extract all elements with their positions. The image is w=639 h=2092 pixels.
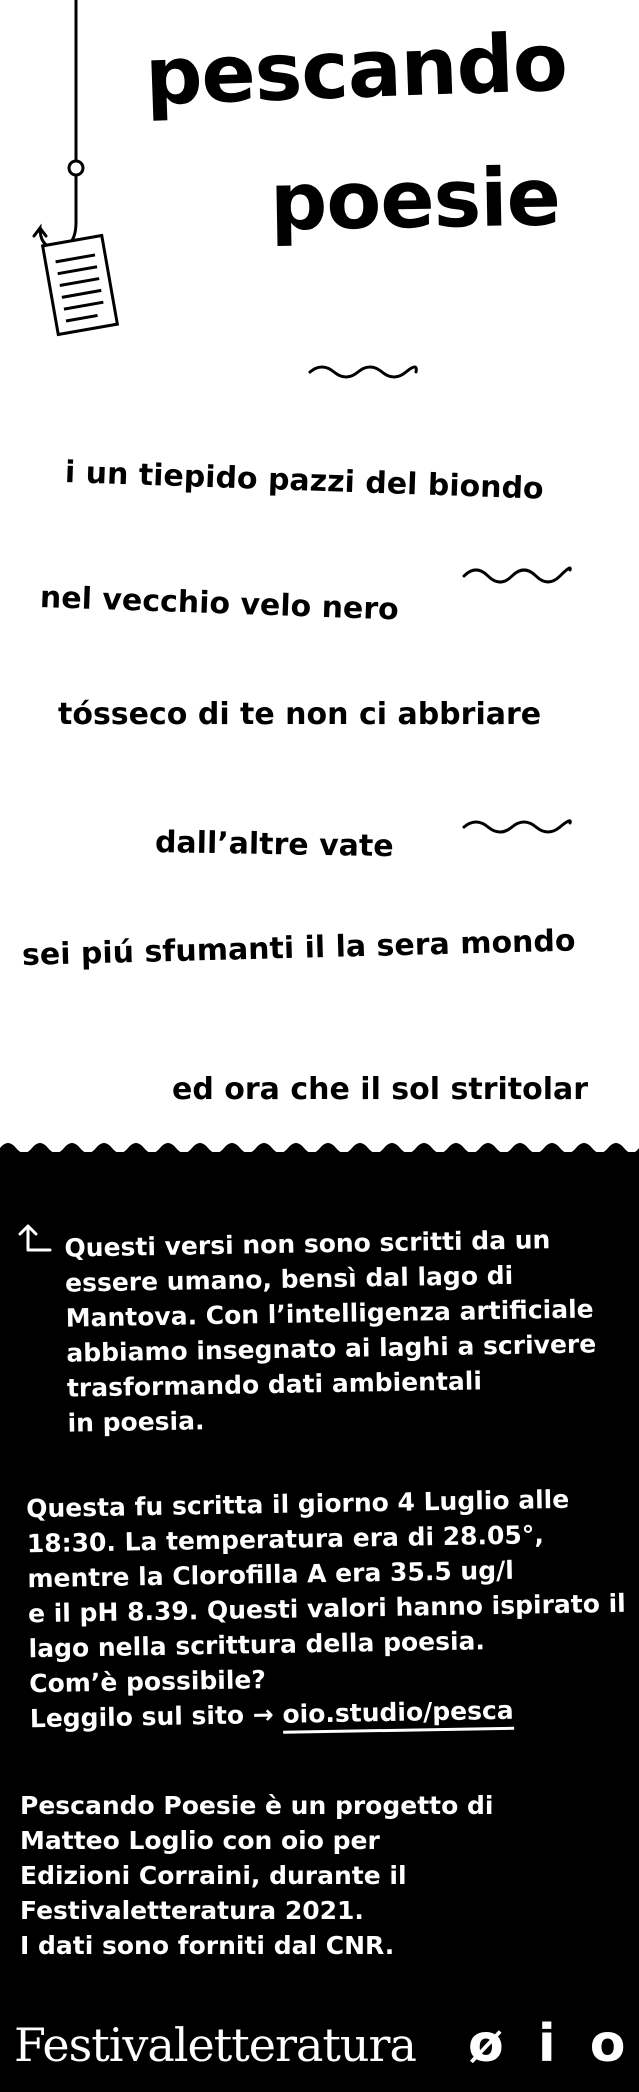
poem-line: nel vecchio velo nero [39,580,400,628]
poem-line: ed ora che il sol stritolar [172,1072,589,1107]
poem-line: dall’altre vate [154,825,394,865]
fishing-hook-paper-icon [20,0,130,345]
poem-line: sei piú sfumanti il la sera mondo [21,923,576,973]
info-section [0,1152,639,2092]
festivaletteratura-logo: Festivaletteratura [14,2018,416,2072]
page-title-line-2: poesie [269,150,561,249]
page-title-line-1: pescando [143,15,569,124]
oio-logo: ø i o [468,2014,634,2074]
intro-paragraph: Questi versi non sono scritti da un essere umano, bensì dal lago di Mantova. Con l’intelligenza artificiale abbiamo insegnato ai laghi a scrivere trasformando dati ambientali in poesia. [64,1225,597,1438]
squiggle-decoration [308,360,418,390]
squiggle-decoration [462,815,572,845]
data-paragraph: Questa fu scritta il giorno 4 Luglio alle 18:30. La temperatura era di 28.05°, mentre la Clorofilla A era 35.5 ug/l e il pH 8.39. Questi valori hanno ispirato il lago nella scrittura della poesia. Com’è possibile? Leggilo sul sito → oio.studio/pesca [26,1481,628,1736]
arrow-up-left-icon [18,1220,54,1256]
squiggle-decoration [462,558,572,588]
poem-line: i un tiepido pazzi del biondo [64,455,545,507]
website-link[interactable]: oio.studio/pesca [282,1696,514,1734]
credits-paragraph: Pescando Poesie è un progetto di Matteo Loglio con oio per Edizioni Corraini, durante il Festivaletteratura 2021. I dati sono forniti dal CNR. [20,1791,494,1960]
read-more-line: Leggilo sul sito → oio.studio/pesca [29,1695,514,1734]
poem-line: tósseco di te non ci abbriare [58,697,542,732]
